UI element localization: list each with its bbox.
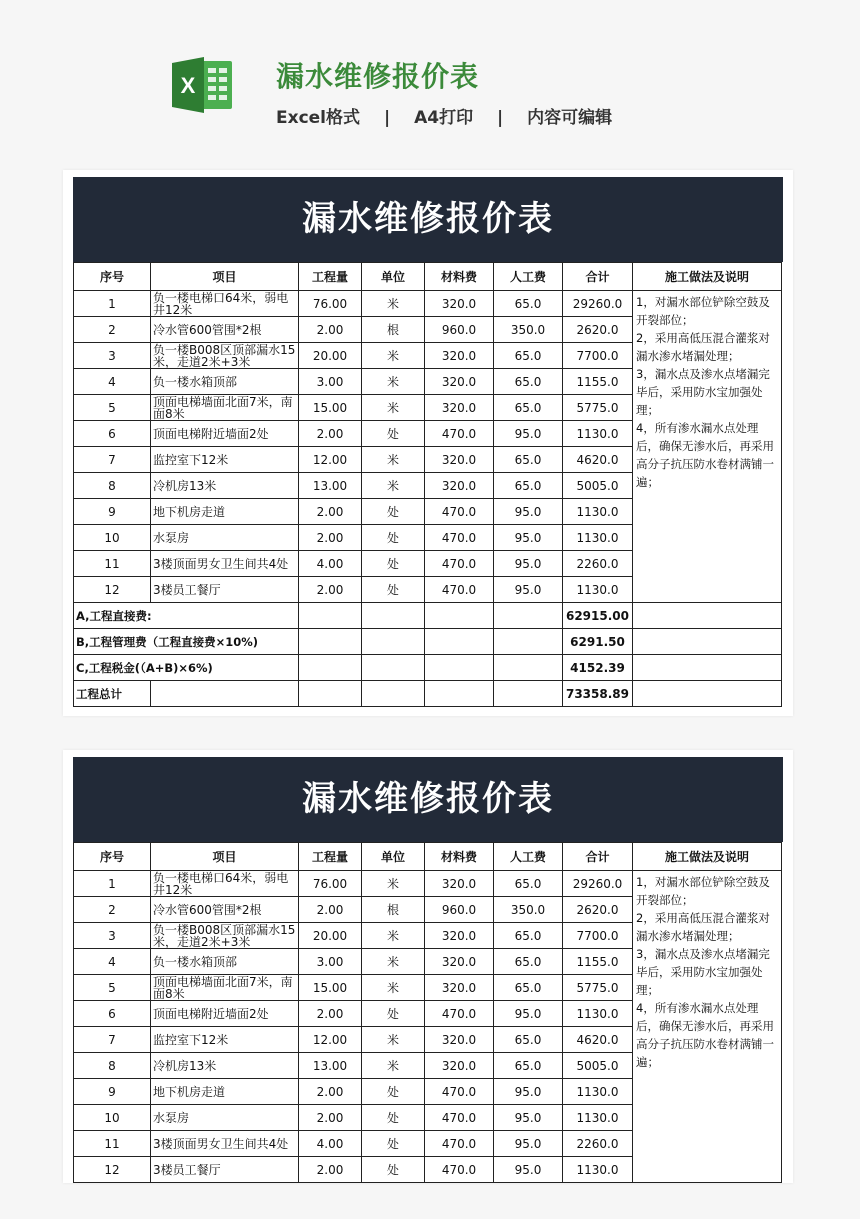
cell[interactable]: 5775.0 bbox=[563, 395, 633, 421]
cell[interactable]: 320.0 bbox=[425, 395, 494, 421]
cell[interactable]: 320.0 bbox=[425, 343, 494, 369]
cell[interactable]: 320.0 bbox=[425, 871, 494, 897]
sheet-preview-1 bbox=[63, 170, 793, 716]
cell[interactable]: 米 bbox=[362, 447, 425, 473]
cell[interactable]: 65.0 bbox=[494, 447, 563, 473]
cell[interactable]: 20.00 bbox=[299, 343, 362, 369]
cell[interactable]: 470.0 bbox=[425, 1131, 494, 1157]
cell[interactable]: 5005.0 bbox=[563, 473, 633, 499]
page-header bbox=[0, 0, 860, 150]
cell[interactable]: 4.00 bbox=[299, 1131, 362, 1157]
cell[interactable]: 4620.0 bbox=[563, 1027, 633, 1053]
cell[interactable]: 29260.0 bbox=[563, 291, 633, 317]
svg-text:X: X bbox=[180, 73, 196, 98]
table-row bbox=[74, 871, 782, 897]
cell[interactable]: 3楼员工餐厅 bbox=[151, 1157, 299, 1183]
sheet-banner: 漏水维修报价表 bbox=[73, 757, 783, 842]
cell[interactable]: 地下机房走道 bbox=[151, 499, 299, 525]
cell[interactable]: 320.0 bbox=[425, 291, 494, 317]
summary-label: A,工程直接费: bbox=[74, 603, 299, 629]
cell[interactable]: 95.0 bbox=[494, 577, 563, 603]
cell[interactable]: 处 bbox=[362, 525, 425, 551]
cell[interactable]: 350.0 bbox=[494, 897, 563, 923]
column-header: 施工做法及说明 bbox=[633, 843, 782, 871]
sheet-preview-2 bbox=[63, 750, 793, 1183]
column-header: 合计 bbox=[563, 843, 633, 871]
header-row bbox=[74, 263, 782, 291]
summary-row bbox=[74, 629, 782, 655]
cell[interactable]: 4.00 bbox=[299, 551, 362, 577]
cell[interactable]: 95.0 bbox=[494, 1079, 563, 1105]
column-header: 人工费 bbox=[494, 843, 563, 871]
cell[interactable]: 470.0 bbox=[425, 551, 494, 577]
cell[interactable]: 65.0 bbox=[494, 975, 563, 1001]
summary-value[interactable]: 73358.89 bbox=[563, 681, 633, 707]
cell[interactable]: 处 bbox=[362, 421, 425, 447]
cell[interactable]: 顶面电梯附近墙面2处 bbox=[151, 1001, 299, 1027]
cell[interactable]: 95.0 bbox=[494, 1001, 563, 1027]
cell[interactable]: 320.0 bbox=[425, 369, 494, 395]
cell[interactable]: 470.0 bbox=[425, 1105, 494, 1131]
cell[interactable]: 地下机房走道 bbox=[151, 1079, 299, 1105]
cell[interactable]: 4620.0 bbox=[563, 447, 633, 473]
page-title: 漏水维修报价表 bbox=[276, 60, 480, 93]
cell[interactable]: 65.0 bbox=[494, 369, 563, 395]
cell[interactable]: 3 bbox=[74, 923, 151, 949]
cell[interactable]: 1155.0 bbox=[563, 369, 633, 395]
cell[interactable]: 95.0 bbox=[494, 1105, 563, 1131]
cell[interactable]: 10 bbox=[74, 525, 151, 551]
tag-format: Excel格式 bbox=[276, 108, 361, 128]
cell[interactable]: 处 bbox=[362, 551, 425, 577]
separator: | bbox=[383, 108, 391, 128]
cell[interactable]: 7 bbox=[74, 447, 151, 473]
column-header: 工程量 bbox=[299, 263, 362, 291]
cell[interactable]: 2.00 bbox=[299, 577, 362, 603]
cell[interactable]: 9 bbox=[74, 1079, 151, 1105]
cell[interactable]: 10 bbox=[74, 1105, 151, 1131]
cell[interactable]: 2.00 bbox=[299, 525, 362, 551]
cell[interactable]: 2 bbox=[74, 317, 151, 343]
cell[interactable]: 2.00 bbox=[299, 317, 362, 343]
cell[interactable]: 水泵房 bbox=[151, 525, 299, 551]
cell[interactable]: 1130.0 bbox=[563, 1157, 633, 1183]
cell[interactable]: 11 bbox=[74, 551, 151, 577]
cell[interactable]: 2 bbox=[74, 897, 151, 923]
cell[interactable]: 5 bbox=[74, 395, 151, 421]
cell[interactable]: 处 bbox=[362, 1079, 425, 1105]
cell[interactable]: 95.0 bbox=[494, 1157, 563, 1183]
cell[interactable]: 顶面电梯附近墙面2处 bbox=[151, 421, 299, 447]
cell[interactable]: 根 bbox=[362, 317, 425, 343]
column-header: 序号 bbox=[74, 843, 151, 871]
cell[interactable]: 29260.0 bbox=[563, 871, 633, 897]
column-header: 序号 bbox=[74, 263, 151, 291]
cell[interactable]: 3楼员工餐厅 bbox=[151, 577, 299, 603]
excel-logo-icon bbox=[172, 55, 234, 115]
cell[interactable]: 2260.0 bbox=[563, 1131, 633, 1157]
cell[interactable]: 监控室下12米 bbox=[151, 447, 299, 473]
cell[interactable]: 95.0 bbox=[494, 421, 563, 447]
column-header: 工程量 bbox=[299, 843, 362, 871]
cell[interactable]: 2.00 bbox=[299, 421, 362, 447]
cell[interactable]: 水泵房 bbox=[151, 1105, 299, 1131]
cell[interactable]: 处 bbox=[362, 1001, 425, 1027]
cell[interactable]: 2.00 bbox=[299, 1157, 362, 1183]
cell[interactable]: 5 bbox=[74, 975, 151, 1001]
cell[interactable]: 2.00 bbox=[299, 897, 362, 923]
cell[interactable]: 320.0 bbox=[425, 949, 494, 975]
column-header: 单位 bbox=[362, 843, 425, 871]
separator: | bbox=[497, 108, 504, 128]
cell[interactable]: 65.0 bbox=[494, 473, 563, 499]
cell[interactable]: 65.0 bbox=[494, 291, 563, 317]
cell[interactable]: 1 bbox=[74, 871, 151, 897]
cell[interactable]: 320.0 bbox=[425, 447, 494, 473]
cell[interactable]: 65.0 bbox=[494, 871, 563, 897]
header-row bbox=[74, 843, 782, 871]
cell[interactable]: 1155.0 bbox=[563, 949, 633, 975]
table-row bbox=[74, 291, 782, 317]
cell[interactable]: 7 bbox=[74, 1027, 151, 1053]
cell[interactable]: 1130.0 bbox=[563, 1105, 633, 1131]
cell[interactable]: 负一楼电梯口64米，弱电井12米 bbox=[151, 871, 299, 897]
summary-label: 工程总计 bbox=[74, 681, 151, 707]
cell[interactable]: 7700.0 bbox=[563, 343, 633, 369]
cell[interactable]: 12.00 bbox=[299, 1027, 362, 1053]
cell[interactable]: 76.00 bbox=[299, 291, 362, 317]
construction-notes[interactable]: 1，对漏水部位铲除空鼓及开裂部位； 2，采用高低压混合灌浆对漏水渗水堵漏处理； 3，漏水点及渗水点堵漏完毕后，采用防水宝加强处理； 4，所有渗水漏水点处理后，确保无渗水后，再采用高分子抗压防水卷材满铺一遍； bbox=[633, 871, 782, 1183]
cell[interactable]: 米 bbox=[362, 1027, 425, 1053]
cell[interactable]: 处 bbox=[362, 1157, 425, 1183]
cell[interactable]: 负一楼B008区顶部漏水15米，走道2米+3米 bbox=[151, 343, 299, 369]
column-header: 项目 bbox=[151, 843, 299, 871]
cell[interactable]: 320.0 bbox=[425, 975, 494, 1001]
summary-value[interactable]: 6291.50 bbox=[563, 629, 633, 655]
cell[interactable]: 冷水管600管围*2根 bbox=[151, 897, 299, 923]
cell[interactable]: 6 bbox=[74, 1001, 151, 1027]
cell[interactable]: 7700.0 bbox=[563, 923, 633, 949]
feature-tags bbox=[276, 103, 612, 128]
column-header: 材料费 bbox=[425, 843, 494, 871]
cell[interactable]: 3楼顶面男女卫生间共4处 bbox=[151, 1131, 299, 1157]
cell[interactable]: 11 bbox=[74, 1131, 151, 1157]
tag-editable: 内容可编辑 bbox=[527, 108, 613, 128]
construction-notes[interactable]: 1，对漏水部位铲除空鼓及开裂部位； 2，采用高低压混合灌浆对漏水渗水堵漏处理； 3，漏水点及渗水点堵漏完毕后，采用防水宝加强处理； 4，所有渗水漏水点处理后，确保无渗水后，再采用高分子抗压防水卷材满铺一遍； bbox=[633, 291, 782, 603]
column-header: 施工做法及说明 bbox=[633, 263, 782, 291]
summary-value[interactable]: 62915.00 bbox=[563, 603, 633, 629]
summary-value[interactable]: 4152.39 bbox=[563, 655, 633, 681]
column-header: 材料费 bbox=[425, 263, 494, 291]
cell[interactable]: 负一楼电梯口64米，弱电井12米 bbox=[151, 291, 299, 317]
cell[interactable]: 5775.0 bbox=[563, 975, 633, 1001]
cell[interactable]: 米 bbox=[362, 473, 425, 499]
cell[interactable]: 2.00 bbox=[299, 1001, 362, 1027]
summary-row bbox=[74, 681, 782, 707]
column-header: 项目 bbox=[151, 263, 299, 291]
cell[interactable]: 监控室下12米 bbox=[151, 1027, 299, 1053]
cell[interactable]: 米 bbox=[362, 975, 425, 1001]
cell[interactable]: 65.0 bbox=[494, 923, 563, 949]
cell[interactable]: 320.0 bbox=[425, 473, 494, 499]
cell[interactable]: 12.00 bbox=[299, 447, 362, 473]
cell[interactable]: 95.0 bbox=[494, 1131, 563, 1157]
cell[interactable]: 8 bbox=[74, 1053, 151, 1079]
cell[interactable]: 470.0 bbox=[425, 577, 494, 603]
cell[interactable]: 470.0 bbox=[425, 1001, 494, 1027]
cell[interactable]: 20.00 bbox=[299, 923, 362, 949]
cell[interactable]: 12 bbox=[74, 577, 151, 603]
cell[interactable]: 15.00 bbox=[299, 975, 362, 1001]
cell[interactable]: 9 bbox=[74, 499, 151, 525]
cell[interactable]: 冷机房13米 bbox=[151, 473, 299, 499]
cell[interactable]: 1130.0 bbox=[563, 525, 633, 551]
cell[interactable]: 2620.0 bbox=[563, 317, 633, 343]
cell[interactable]: 1130.0 bbox=[563, 577, 633, 603]
cell[interactable]: 米 bbox=[362, 369, 425, 395]
cell[interactable]: 3.00 bbox=[299, 369, 362, 395]
summary-row bbox=[74, 603, 782, 629]
cell[interactable]: 2.00 bbox=[299, 1079, 362, 1105]
cell[interactable]: 处 bbox=[362, 577, 425, 603]
cell[interactable]: 320.0 bbox=[425, 1027, 494, 1053]
cell[interactable]: 470.0 bbox=[425, 1157, 494, 1183]
cell[interactable]: 2260.0 bbox=[563, 551, 633, 577]
cell[interactable]: 95.0 bbox=[494, 551, 563, 577]
summary-label: C,工程税金(（A+B)×6%) bbox=[74, 655, 299, 681]
cell[interactable]: 65.0 bbox=[494, 395, 563, 421]
cell[interactable]: 3.00 bbox=[299, 949, 362, 975]
cell[interactable]: 95.0 bbox=[494, 499, 563, 525]
cell[interactable]: 顶面电梯墙面北面7米，南面8米 bbox=[151, 975, 299, 1001]
cell[interactable]: 320.0 bbox=[425, 1053, 494, 1079]
tag-print: A4打印 bbox=[414, 108, 474, 128]
cell[interactable]: 米 bbox=[362, 1053, 425, 1079]
summary-label: B,工程管理费（工程直接费×10%) bbox=[74, 629, 299, 655]
cell[interactable]: 76.00 bbox=[299, 871, 362, 897]
cell[interactable]: 4 bbox=[74, 949, 151, 975]
cell[interactable]: 冷水管600管围*2根 bbox=[151, 317, 299, 343]
cell[interactable]: 冷机房13米 bbox=[151, 1053, 299, 1079]
summary-row bbox=[74, 655, 782, 681]
sheet-banner: 漏水维修报价表 bbox=[73, 177, 783, 262]
cell[interactable]: 95.0 bbox=[494, 525, 563, 551]
cell[interactable]: 米 bbox=[362, 291, 425, 317]
cell[interactable]: 4 bbox=[74, 369, 151, 395]
cell[interactable]: 3 bbox=[74, 343, 151, 369]
cell[interactable]: 处 bbox=[362, 499, 425, 525]
column-header: 合计 bbox=[563, 263, 633, 291]
cell[interactable]: 1 bbox=[74, 291, 151, 317]
cell[interactable]: 1130.0 bbox=[563, 421, 633, 447]
cell[interactable]: 1130.0 bbox=[563, 1001, 633, 1027]
quote-table bbox=[73, 262, 782, 707]
cell[interactable]: 8 bbox=[74, 473, 151, 499]
cell[interactable]: 6 bbox=[74, 421, 151, 447]
cell[interactable]: 470.0 bbox=[425, 499, 494, 525]
cell[interactable]: 65.0 bbox=[494, 1027, 563, 1053]
cell[interactable]: 350.0 bbox=[494, 317, 563, 343]
cell[interactable]: 960.0 bbox=[425, 897, 494, 923]
cell[interactable]: 65.0 bbox=[494, 1053, 563, 1079]
cell[interactable]: 2620.0 bbox=[563, 897, 633, 923]
cell[interactable]: 960.0 bbox=[425, 317, 494, 343]
cell[interactable]: 负一楼水箱顶部 bbox=[151, 949, 299, 975]
cell[interactable]: 2.00 bbox=[299, 1105, 362, 1131]
cell[interactable]: 3楼顶面男女卫生间共4处 bbox=[151, 551, 299, 577]
cell[interactable]: 顶面电梯墙面北面7米，南面8米 bbox=[151, 395, 299, 421]
column-header: 人工费 bbox=[494, 263, 563, 291]
cell[interactable]: 13.00 bbox=[299, 1053, 362, 1079]
cell[interactable]: 12 bbox=[74, 1157, 151, 1183]
cell[interactable]: 米 bbox=[362, 395, 425, 421]
cell[interactable]: 负一楼B008区顶部漏水15米，走道2米+3米 bbox=[151, 923, 299, 949]
cell[interactable]: 470.0 bbox=[425, 525, 494, 551]
cell[interactable]: 1130.0 bbox=[563, 499, 633, 525]
cell[interactable]: 15.00 bbox=[299, 395, 362, 421]
cell[interactable]: 2.00 bbox=[299, 499, 362, 525]
cell[interactable]: 65.0 bbox=[494, 343, 563, 369]
cell[interactable]: 处 bbox=[362, 1131, 425, 1157]
cell[interactable]: 13.00 bbox=[299, 473, 362, 499]
cell[interactable]: 米 bbox=[362, 871, 425, 897]
cell[interactable]: 处 bbox=[362, 1105, 425, 1131]
cell[interactable]: 5005.0 bbox=[563, 1053, 633, 1079]
cell[interactable]: 470.0 bbox=[425, 1079, 494, 1105]
cell[interactable]: 1130.0 bbox=[563, 1079, 633, 1105]
cell[interactable]: 320.0 bbox=[425, 923, 494, 949]
cell[interactable]: 65.0 bbox=[494, 949, 563, 975]
quote-table bbox=[73, 842, 782, 1183]
cell[interactable]: 米 bbox=[362, 343, 425, 369]
cell[interactable]: 根 bbox=[362, 897, 425, 923]
cell[interactable]: 米 bbox=[362, 923, 425, 949]
column-header: 单位 bbox=[362, 263, 425, 291]
cell[interactable]: 米 bbox=[362, 949, 425, 975]
cell[interactable]: 负一楼水箱顶部 bbox=[151, 369, 299, 395]
cell[interactable]: 470.0 bbox=[425, 421, 494, 447]
